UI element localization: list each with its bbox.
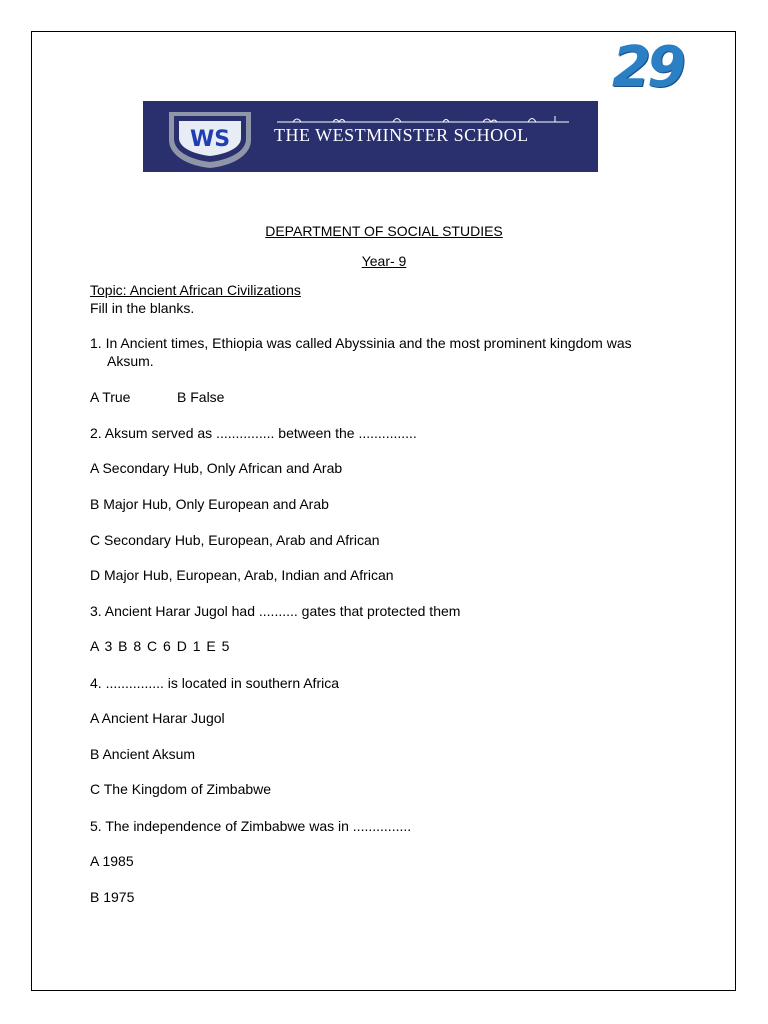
department-heading: DEPARTMENT OF SOCIAL STUDIES	[265, 223, 503, 239]
question-1-line-1: 1. In Ancient times, Ethiopia was called Abyssinia and the most prominent kingdom was	[90, 335, 632, 351]
school-name: THE WESTMINSTER SCHOOL	[274, 125, 529, 145]
question-4-option-a: A Ancient Harar Jugol	[90, 710, 225, 726]
question-5-option-b: B 1975	[90, 889, 135, 905]
instruction-text: Fill in the blanks.	[90, 300, 195, 316]
arabic-calligraphy	[273, 113, 573, 125]
logo-initials: WS	[189, 127, 231, 152]
question-3-options: A 3 B 8 C 6 D 1 E 5	[90, 638, 231, 654]
question-2-option-b: B Major Hub, Only European and Arab	[90, 496, 329, 512]
question-5-option-a: A 1985	[90, 853, 134, 869]
question-2-option-c: C Secondary Hub, European, Arab and African	[90, 532, 380, 548]
question-2-option-d: D Major Hub, European, Arab, Indian and African	[90, 567, 394, 583]
question-4-option-b: B Ancient Aksum	[90, 746, 196, 762]
page-number: 29	[612, 35, 682, 100]
shield-icon	[165, 110, 255, 170]
question-2-option-a: A Secondary Hub, Only African and Arab	[90, 460, 343, 476]
question-4-text: 4. ............... is located in southern Africa	[90, 675, 340, 691]
question-1-option-a: A True	[90, 389, 131, 405]
question-5-text: 5. The independence of Zimbabwe was in ...............	[90, 818, 412, 834]
year-heading: Year- 9	[361, 253, 407, 269]
question-3-text: 3. Ancient Harar Jugol had .......... gates that protected them	[90, 603, 461, 619]
school-logo-banner	[143, 101, 598, 172]
question-2-text: 2. Aksum served as ............... between the ...............	[90, 425, 417, 441]
question-4-option-c: C The Kingdom of Zimbabwe	[90, 781, 272, 797]
question-1-option-b: B False	[177, 389, 225, 405]
topic-heading: Topic: Ancient African Civilizations	[90, 282, 301, 298]
question-1-line-2: Aksum.	[107, 353, 154, 369]
